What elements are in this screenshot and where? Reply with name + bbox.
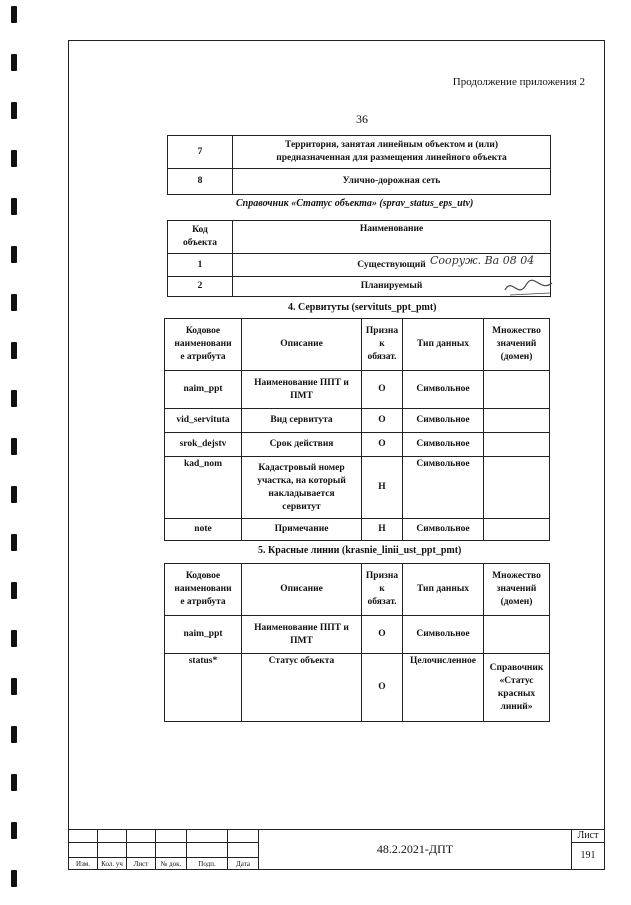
territory-table bbox=[167, 135, 551, 195]
binder-mark bbox=[11, 390, 17, 407]
cell-code: srok_dejstv bbox=[165, 433, 242, 457]
cell-required: О bbox=[362, 654, 403, 722]
col-domain: Множество значений (домен) bbox=[484, 319, 550, 371]
binder-mark bbox=[11, 774, 17, 791]
binder-mark bbox=[11, 822, 17, 839]
binder-mark bbox=[11, 486, 17, 503]
cell-code: status* bbox=[165, 654, 242, 722]
col-name: Наименование bbox=[233, 221, 551, 254]
cell-code: note bbox=[165, 519, 242, 541]
row-code: 8 bbox=[168, 169, 233, 195]
row-name: Улично-дорожная сеть bbox=[233, 169, 551, 195]
binder-mark bbox=[11, 342, 17, 359]
cell-code: kad_nom bbox=[165, 457, 242, 519]
sheet-label: Лист bbox=[572, 830, 605, 843]
cell-description: Примечание bbox=[242, 519, 362, 541]
col-code: Код объекта bbox=[168, 221, 233, 254]
stamp-izm: Изм. bbox=[69, 858, 98, 870]
col-required: Призна к обязат. bbox=[362, 319, 403, 371]
cell-description: Вид сервитута bbox=[242, 409, 362, 433]
stamp-data: Дата bbox=[228, 858, 259, 870]
col-domain: Множество значений (домен) bbox=[484, 564, 550, 616]
row-name: Планируемый bbox=[233, 277, 551, 297]
cell-type: Целочисленное bbox=[403, 654, 484, 722]
binder-mark bbox=[11, 246, 17, 263]
col-description: Описание bbox=[242, 564, 362, 616]
binder-mark bbox=[11, 870, 17, 887]
binder-mark bbox=[11, 294, 17, 311]
document-code: 48.2.2021-ДПТ bbox=[259, 830, 572, 870]
table-row bbox=[165, 409, 550, 433]
cell-type: Символьное bbox=[403, 519, 484, 541]
col-type: Тип данных bbox=[403, 319, 484, 371]
table-row bbox=[165, 654, 550, 722]
row-name: Существующий bbox=[233, 254, 551, 277]
stamp-kol-uch: Кол. уч bbox=[98, 858, 127, 870]
cell-type: Символьное bbox=[403, 371, 484, 409]
cell-domain: Справочник «Статус красных линий» bbox=[484, 654, 550, 722]
cell-domain bbox=[484, 616, 550, 654]
cell-code: vid_servituta bbox=[165, 409, 242, 433]
binder-mark bbox=[11, 102, 17, 119]
red-lines-table bbox=[164, 563, 550, 722]
cell-required: О bbox=[362, 371, 403, 409]
binder-mark bbox=[11, 678, 17, 695]
binder-mark bbox=[11, 534, 17, 551]
cell-description: Наименование ППТ и ПМТ bbox=[242, 616, 362, 654]
cell-description: Кадастровый номер участка, на который накладывается сервитут bbox=[242, 457, 362, 519]
table-row bbox=[165, 616, 550, 654]
binder-mark bbox=[11, 630, 17, 647]
cell-required: О bbox=[362, 409, 403, 433]
row-name: Территория, занятая линейным объектом и (или) предназначенная для размещения линейного объекта bbox=[233, 136, 551, 169]
signature-icon bbox=[500, 275, 560, 301]
red-lines-caption: 5. Красные линии (krasnie_linii_ust_ppt_pmt) bbox=[258, 545, 462, 556]
cell-type: Символьное bbox=[403, 409, 484, 433]
cell-required: О bbox=[362, 616, 403, 654]
binder-mark bbox=[11, 6, 17, 23]
binder-mark bbox=[11, 198, 17, 215]
row-code: 7 bbox=[168, 136, 233, 169]
cell-description: Наименование ППТ и ПМТ bbox=[242, 371, 362, 409]
page-number: 36 bbox=[356, 112, 368, 126]
binder-mark bbox=[11, 582, 17, 599]
directory-caption: Справочник «Статус объекта» (sprav_status_eps_utv) bbox=[236, 198, 474, 209]
cell-code: naim_ppt bbox=[165, 371, 242, 409]
cell-domain bbox=[484, 433, 550, 457]
title-block bbox=[68, 829, 605, 870]
row-code: 2 bbox=[168, 277, 233, 297]
servitutes-caption: 4. Сервитуты (servituts_ppt_pmt) bbox=[288, 302, 437, 313]
col-code: Кодовое наименовани е атрибута bbox=[165, 564, 242, 616]
continuation-label: Продолжение приложения 2 bbox=[452, 76, 585, 88]
cell-domain bbox=[484, 519, 550, 541]
row-code: 1 bbox=[168, 254, 233, 277]
binder-mark bbox=[11, 54, 17, 71]
col-description: Описание bbox=[242, 319, 362, 371]
col-type: Тип данных bbox=[403, 564, 484, 616]
table-row bbox=[165, 457, 550, 519]
cell-type: Символьное bbox=[403, 433, 484, 457]
cell-type: Символьное bbox=[403, 616, 484, 654]
col-required: Призна к обязат. bbox=[362, 564, 403, 616]
binder-mark bbox=[11, 438, 17, 455]
sheet-number: 191 bbox=[572, 842, 605, 869]
cell-required: Н bbox=[362, 519, 403, 541]
stamp-n-dok: № док. bbox=[156, 858, 187, 870]
cell-domain bbox=[484, 409, 550, 433]
binder-mark bbox=[11, 150, 17, 167]
stamp-list: Лист bbox=[127, 858, 156, 870]
binder-mark bbox=[11, 726, 17, 743]
cell-code: naim_ppt bbox=[165, 616, 242, 654]
handwritten-annotation: Сооруж. Ва 08 04 bbox=[430, 254, 535, 267]
table-row bbox=[165, 371, 550, 409]
cell-domain bbox=[484, 371, 550, 409]
table-row bbox=[165, 433, 550, 457]
cell-description: Срок действия bbox=[242, 433, 362, 457]
stamp-podp: Подп. bbox=[187, 858, 228, 870]
col-code: Кодовое наименовани е атрибута bbox=[165, 319, 242, 371]
servitutes-table bbox=[164, 318, 550, 541]
cell-required: Н bbox=[362, 457, 403, 519]
table-row bbox=[165, 519, 550, 541]
cell-type: Символьное bbox=[403, 457, 484, 519]
cell-required: О bbox=[362, 433, 403, 457]
cell-domain bbox=[484, 457, 550, 519]
cell-description: Статус объекта bbox=[242, 654, 362, 722]
